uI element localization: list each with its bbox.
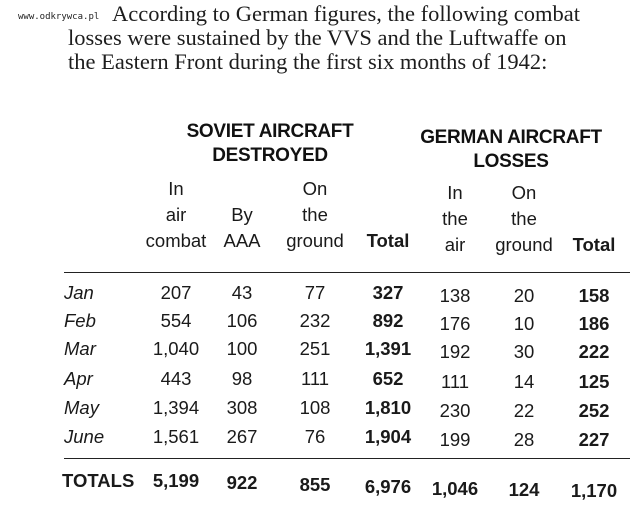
- soviet-header-line-2: DESTROYED: [212, 145, 328, 166]
- soviet-header: [150, 120, 390, 168]
- row-month: Feb: [64, 310, 96, 331]
- cell-soviet-ground: 232: [299, 310, 331, 331]
- col-header-soviet-ground-3: ground: [286, 230, 344, 251]
- col-header-german-ground-3: ground: [495, 234, 553, 255]
- col-header-german-total: Total: [572, 234, 616, 255]
- cell-german-air: 192: [439, 341, 471, 362]
- cell-soviet-total: 1,904: [364, 426, 412, 447]
- row-month: June: [64, 426, 105, 447]
- german-header-line-2: LOSSES: [473, 151, 549, 172]
- col-header-soviet-ground: [276, 176, 354, 254]
- cell-german-ground: 10: [513, 313, 535, 334]
- col-header-soviet-air-2: air: [165, 204, 187, 225]
- col-header-german-ground-2: the: [511, 208, 537, 229]
- cell-soviet-ground: 111: [300, 368, 330, 389]
- cell-soviet-aaa: 43: [231, 282, 253, 303]
- total-german-air: 1,046: [431, 478, 479, 499]
- watermark: www.odkrywca.pl: [18, 12, 100, 22]
- cell-german-total: 125: [578, 371, 610, 392]
- cell-soviet-ground: 108: [299, 397, 331, 418]
- col-header-soviet-air-1: In: [168, 178, 184, 199]
- cell-soviet-air: 1,561: [152, 426, 200, 447]
- cell-german-total: 252: [578, 400, 610, 421]
- col-header-german-air-2: the: [442, 208, 468, 229]
- header-rule: [64, 272, 630, 273]
- cell-soviet-air: 1,040: [152, 338, 200, 359]
- col-header-soviet-aaa-1: By: [231, 204, 253, 225]
- cell-german-ground: 30: [513, 341, 535, 362]
- total-german-ground: 124: [508, 479, 540, 500]
- col-header-soviet-ground-2: the: [302, 204, 328, 225]
- total-soviet-aaa: 922: [226, 472, 258, 493]
- cell-soviet-aaa: 267: [226, 426, 258, 447]
- cell-german-ground: 20: [513, 285, 535, 306]
- row-month: Mar: [64, 338, 96, 359]
- cell-soviet-aaa: 106: [226, 310, 258, 331]
- col-header-soviet-total: Total: [366, 230, 410, 251]
- cell-soviet-aaa: 308: [226, 397, 258, 418]
- cell-soviet-ground: 251: [299, 338, 331, 359]
- cell-german-total: 222: [578, 341, 610, 362]
- cell-soviet-air: 554: [160, 310, 192, 331]
- cell-german-total: 227: [578, 429, 610, 450]
- cell-soviet-air: 1,394: [152, 397, 200, 418]
- totals-rule: [64, 458, 630, 459]
- col-header-soviet-aaa: [214, 202, 270, 254]
- cell-german-ground: 22: [513, 400, 535, 421]
- cell-german-total: 158: [578, 285, 610, 306]
- totals-label: TOTALS: [62, 470, 135, 491]
- cell-soviet-air: 443: [160, 368, 192, 389]
- intro-line-1: According to German figures, the following combat: [112, 1, 580, 26]
- intro-paragraph: [68, 2, 633, 74]
- total-german-total: 1,170: [570, 480, 618, 501]
- col-header-soviet-air-3: combat: [145, 230, 207, 251]
- cell-soviet-aaa: 100: [226, 338, 258, 359]
- intro-line-3: the Eastern Front during the first six months of 1942:: [68, 49, 548, 74]
- cell-soviet-aaa: 98: [231, 368, 253, 389]
- cell-soviet-total: 327: [372, 282, 404, 303]
- intro-line-2: losses were sustained by the VVS and the Luftwaffe on: [68, 25, 567, 50]
- col-header-german-ground-1: On: [511, 182, 537, 203]
- cell-german-air: 111: [440, 371, 470, 392]
- row-month: Apr: [64, 368, 93, 389]
- cell-soviet-total: 1,391: [364, 338, 412, 359]
- cell-german-air: 176: [439, 313, 471, 334]
- total-soviet-ground: 855: [299, 474, 331, 495]
- cell-german-ground: 28: [513, 429, 535, 450]
- cell-german-total: 186: [578, 313, 610, 334]
- cell-soviet-total: 1,810: [364, 397, 412, 418]
- german-header-line-1: GERMAN AIRCRAFT: [420, 127, 602, 148]
- soviet-header-line-1: SOVIET AIRCRAFT: [186, 121, 354, 142]
- cell-german-air: 199: [439, 429, 471, 450]
- row-month: Jan: [64, 282, 94, 303]
- col-header-german-ground: [486, 180, 562, 258]
- row-month: May: [64, 397, 99, 418]
- cell-german-air: 230: [439, 400, 471, 421]
- total-soviet-total: 6,976: [364, 476, 412, 497]
- total-soviet-air: 5,199: [152, 470, 200, 491]
- col-header-german-air-1: In: [447, 182, 463, 203]
- col-header-german-air: [428, 180, 482, 258]
- col-header-soviet-ground-1: On: [302, 178, 328, 199]
- col-header-soviet-aaa-2: AAA: [223, 230, 261, 251]
- col-header-soviet-air: [140, 176, 212, 254]
- cell-soviet-ground: 77: [304, 282, 326, 303]
- col-header-german-air-3: air: [444, 234, 466, 255]
- cell-german-ground: 14: [513, 371, 535, 392]
- german-header: [400, 126, 622, 174]
- cell-soviet-air: 207: [160, 282, 192, 303]
- cell-german-air: 138: [439, 285, 471, 306]
- cell-soviet-total: 892: [372, 310, 404, 331]
- cell-soviet-ground: 76: [304, 426, 326, 447]
- cell-soviet-total: 652: [372, 368, 404, 389]
